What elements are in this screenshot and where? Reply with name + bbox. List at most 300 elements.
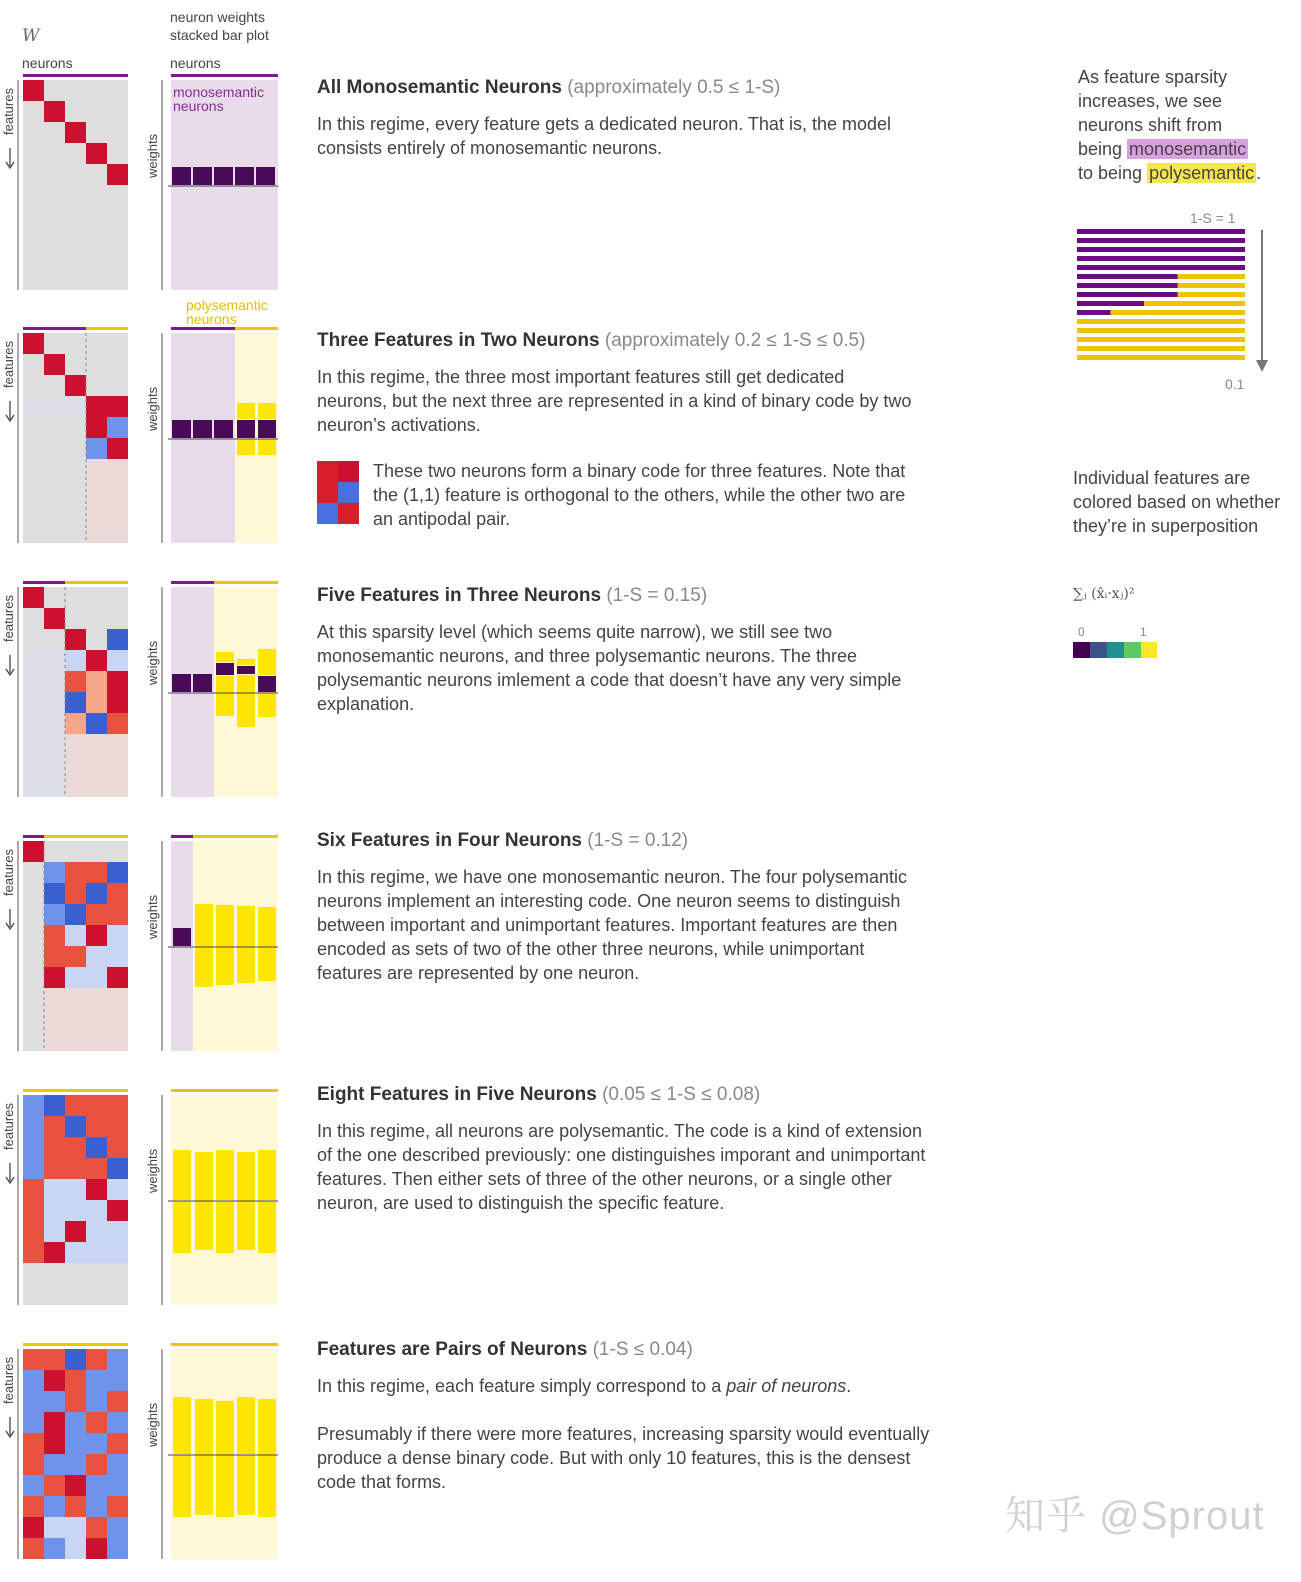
matrix-cell (23, 1433, 44, 1454)
matrix-cell (44, 1391, 65, 1412)
neuron-type-bar (23, 835, 44, 838)
matrix-cell (107, 1116, 128, 1137)
weight-bar (258, 1399, 276, 1456)
matrix-cell (107, 1496, 128, 1517)
formula: ∑ⱼ (x̂ᵢ·xⱼ)² (1073, 586, 1135, 602)
regime-6 (317, 1339, 937, 1494)
neuron-type-bar (171, 581, 214, 584)
matrix-cell (65, 946, 86, 967)
matrix-cell (86, 671, 107, 692)
matrix-cell (86, 1538, 107, 1559)
matrix-cell (44, 967, 65, 988)
regime-2-note: These two neurons form a binary code for three features. Note that the (1,1) feature is orthogonal to the others, while the other two are an antipodal pair. (373, 461, 906, 529)
matrix-cell (86, 1137, 107, 1158)
matrix-cell (65, 1200, 86, 1221)
weights-axis-label: weights (145, 386, 160, 431)
matrix-cell (65, 1137, 86, 1158)
matrix-cell (107, 1179, 128, 1200)
matrix-cell (86, 396, 107, 417)
matrix-cell (65, 629, 86, 650)
matrix-cell (65, 1496, 86, 1517)
weight-bar (195, 1201, 213, 1250)
weights-axis-label: weights (145, 133, 160, 178)
matrix-cell (107, 1517, 128, 1538)
matrix-cell (65, 713, 86, 734)
regime-5 (317, 1084, 932, 1215)
matrix-cell (44, 946, 65, 967)
matrix-cell (44, 1349, 65, 1370)
regime-2-title: Three Features in Two Neurons (approximately 0.2 ≤ 1-S ≤ 0.5) (317, 330, 866, 351)
matrix-cell (107, 1412, 128, 1433)
matrix-cell (107, 671, 128, 692)
matrix-cell (44, 883, 65, 904)
features-axis-label: features (1, 1357, 16, 1404)
weights-axis-label: weights (145, 1148, 160, 1193)
poly-highlight: polysemantic (1149, 163, 1255, 183)
matrix-cell (65, 650, 86, 671)
matrix-cell (65, 1095, 86, 1116)
scale-min: 0 (1078, 625, 1085, 639)
matrix-cell (23, 1095, 44, 1116)
sparsity-bar-mono (1077, 292, 1178, 297)
matrix-cell (23, 841, 44, 862)
weight-bar (258, 649, 276, 675)
stacked-title-2: stacked bar plot (170, 27, 269, 43)
matrix-cell (23, 1370, 44, 1391)
weight-bar (258, 676, 276, 692)
weight-bar (235, 167, 254, 185)
matrix-cell (65, 883, 86, 904)
matrix-cell (44, 862, 65, 883)
sparsity-bar-poly (1077, 355, 1245, 360)
weight-bar (216, 1401, 234, 1458)
matrix-cell (107, 1349, 128, 1370)
regime-3 (317, 585, 927, 716)
weight-bar (216, 1150, 234, 1200)
regime-5-title: Eight Features in Five Neurons (0.05 ≤ 1-S ≤ 0.08) (317, 1084, 761, 1105)
neurons-label: neurons (22, 55, 73, 71)
regime-6-text: In this regime, each feature simply correspond to a pair of neurons. (317, 1376, 852, 1396)
w-matrix-label: W (22, 26, 40, 46)
regime-1 (317, 77, 937, 160)
matrix-cell (23, 1412, 44, 1433)
matrix-cell (65, 396, 86, 417)
weight-bar (214, 420, 233, 438)
weight-bar (256, 167, 275, 185)
matrix-cell (107, 967, 128, 988)
sparsity-bar-mono (1077, 229, 1245, 234)
weight-bar (216, 1201, 234, 1253)
matrix-cell (23, 1221, 44, 1242)
neuron-type-bar (23, 1089, 128, 1092)
binary-code-icon (317, 461, 359, 524)
sparsity-bar-mono (1077, 310, 1111, 315)
matrix-cell (86, 1370, 107, 1391)
regime-3-text: At this sparsity level (which seems quite narrow), we still see two monosemantic neurons, and three polysemantic neurons. The three polysemantic neurons imlement a code that doesn’t have any very simple explanation. (317, 622, 902, 714)
matrix-cell (107, 1433, 128, 1454)
matrix-cell (86, 1391, 107, 1412)
matrix-cell (23, 80, 44, 101)
matrix-cell (23, 1116, 44, 1137)
sparsity-bar-mono (1077, 238, 1245, 243)
matrix-cell (65, 1349, 86, 1370)
matrix-cell (86, 143, 107, 164)
weight-bar (173, 1455, 191, 1517)
matrix-cell (65, 1433, 86, 1454)
neuron-type-bar (193, 835, 278, 838)
matrix-cell (86, 1454, 107, 1475)
matrix-cell (65, 1454, 86, 1475)
matrix-cell (107, 1137, 128, 1158)
matrix-cell (86, 904, 107, 925)
matrix-cell (44, 1370, 65, 1391)
matrix-cell (44, 1158, 65, 1179)
matrix-cell (44, 396, 65, 417)
sparsity-bar-poly (1111, 310, 1245, 315)
regime-6-text-2: Presumably if there were more features, increasing sparsity would eventually produce a dense binary code. But with only 10 features, this is the densest code that forms. (317, 1424, 930, 1492)
regime-2-text: In this regime, the three most important features still get dedicated neurons, but the next three are represented in a kind of binary code by two neuron’s activations. (317, 367, 912, 435)
regime-2 (317, 330, 917, 437)
matrix-tint (86, 459, 128, 543)
weight-bar (258, 1150, 276, 1200)
matrix-cell (65, 1370, 86, 1391)
matrix-cell (44, 1412, 65, 1433)
matrix-cell (107, 904, 128, 925)
matrix-cell (23, 1137, 44, 1158)
features-axis-label: features (1, 1103, 16, 1150)
matrix-cell (44, 101, 65, 122)
weight-bar (195, 904, 213, 947)
weights-axis-label: weights (145, 1402, 160, 1447)
neuron-type-bar (23, 327, 86, 330)
matrix-cell (44, 1200, 65, 1221)
weight-bar (172, 167, 191, 185)
sparsity-bar-poly (1178, 292, 1245, 297)
polysemantic-label: polysemantic (186, 297, 268, 313)
weight-bar (216, 676, 234, 716)
panels-svg (0, 0, 300, 1582)
matrix-cell (107, 1391, 128, 1412)
matrix-cell (86, 438, 107, 459)
matrix-cell (107, 862, 128, 883)
matrix-cell (86, 883, 107, 904)
matrix-cell (44, 1517, 65, 1538)
matrix-cell (65, 375, 86, 396)
legend-text: Individual features are colored based on whether they’re in superposition (1073, 468, 1281, 536)
weight-bar (193, 674, 212, 692)
sparsity-bar-poly (1077, 319, 1245, 324)
matrix-tint (65, 734, 128, 797)
matrix-cell (23, 1200, 44, 1221)
weight-bar (195, 1152, 213, 1202)
matrix-cell (107, 946, 128, 967)
regime-5-text: In this regime, all neurons are polysemantic. The code is a kind of extension of the one described previously: one distinguishes imporant and unimportant features. Then either sets of three of the other neurons, or a single other neuron, are used to distinguish the specific feature. (317, 1121, 926, 1213)
matrix-cell (86, 1200, 107, 1221)
matrix-cell (23, 1454, 44, 1475)
sparsity-bar-poly (1144, 301, 1245, 306)
weight-bar (237, 666, 255, 674)
stacked-title-1: neuron weights (170, 9, 265, 25)
matrix-cell (107, 1242, 128, 1263)
weight-bar (237, 439, 255, 455)
weight-bar (237, 420, 255, 438)
matrix-cell (86, 713, 107, 734)
features-axis-label: features (1, 849, 16, 896)
weight-bar (214, 167, 233, 185)
mono-highlight: monosemantic (1129, 139, 1247, 159)
matrix-cell (86, 862, 107, 883)
viridis-scale (1073, 642, 1157, 658)
matrix-cell (23, 1517, 44, 1538)
sparsity-bar-poly (1178, 274, 1245, 279)
matrix-cell (86, 1158, 107, 1179)
matrix-cell (44, 1538, 65, 1559)
matrix-cell (65, 1221, 86, 1242)
matrix-cell (65, 1412, 86, 1433)
weight-bar (172, 420, 191, 438)
neuron-type-bar (44, 835, 128, 838)
weight-bar (193, 420, 212, 438)
matrix-cell (86, 1433, 107, 1454)
matrix-cell (86, 1095, 107, 1116)
matrix-cell (23, 1538, 44, 1559)
matrix-cell (86, 1221, 107, 1242)
features-axis-label: features (1, 341, 16, 388)
weight-bar (237, 1455, 255, 1515)
weight-bar (258, 693, 276, 717)
weight-bar (237, 403, 255, 419)
matrix-cell (44, 1095, 65, 1116)
matrix-cell (23, 587, 44, 608)
matrix-cell (23, 1391, 44, 1412)
matrix-cell (86, 1496, 107, 1517)
matrix-cell (23, 1179, 44, 1200)
matrix-cell (107, 1095, 128, 1116)
weight-bar (258, 420, 276, 438)
weight-bar (173, 1150, 191, 1200)
matrix-cell (107, 925, 128, 946)
matrix-cell (23, 1242, 44, 1263)
matrix-cell (65, 1538, 86, 1559)
weight-bar (237, 659, 255, 665)
neuron-type-bar (86, 327, 128, 330)
weight-bar (216, 1455, 234, 1517)
neuron-type-bar (23, 74, 128, 77)
matrix-cell (23, 1349, 44, 1370)
neuron-type-bar (171, 327, 235, 330)
weight-bar (216, 905, 234, 948)
matrix-cell (44, 1137, 65, 1158)
matrix-cell (107, 713, 128, 734)
matrix-cell (44, 1475, 65, 1496)
neuron-type-bar (23, 1343, 128, 1346)
monosemantic-label: monosemantic (173, 84, 265, 100)
matrix-cell (107, 629, 128, 650)
matrix-cell (86, 967, 107, 988)
matrix-cell (23, 333, 44, 354)
weight-bar (193, 167, 212, 185)
weight-bar (216, 652, 234, 662)
matrix-cell (86, 1349, 107, 1370)
sparsity-bar-poly (1077, 346, 1245, 351)
weight-bar (237, 1201, 255, 1250)
weight-bar (258, 403, 276, 419)
matrix-cell (107, 1538, 128, 1559)
regime-1-title: All Monosemantic Neurons (approximately 0.5 ≤ 1-S) (317, 77, 781, 98)
matrix-cell (65, 1179, 86, 1200)
sparsity-bar-poly (1077, 328, 1245, 333)
weight-bar (216, 663, 234, 675)
sparsity-top-label: 1-S = 1 (1190, 210, 1236, 226)
neuron-type-bar (171, 835, 193, 838)
matrix-cell (107, 1475, 128, 1496)
weight-bar (237, 675, 255, 727)
watermark: 知乎 @Sprout (1005, 1494, 1265, 1538)
neuron-type-bar (65, 581, 128, 584)
matrix-cell (107, 417, 128, 438)
sparsity-bar-mono (1077, 247, 1245, 252)
matrix-cell (44, 925, 65, 946)
sparsity-bar-mono (1077, 283, 1178, 288)
regime-4-title: Six Features in Four Neurons (1-S = 0.12) (317, 830, 689, 851)
matrix-cell (107, 396, 128, 417)
weight-bar (258, 1455, 276, 1517)
side-intro: As feature sparsity increases, we see neurons shift from being monosemantic to being polysemantic . (1078, 67, 1262, 183)
matrix-cell (86, 650, 107, 671)
scale-max: 1 (1140, 625, 1147, 639)
matrix-cell (107, 1454, 128, 1475)
features-axis-label: features (1, 88, 16, 135)
sparsity-bottom-label: 0.1 (1225, 376, 1245, 392)
neuron-type-bar (214, 581, 278, 584)
weight-bar (172, 674, 191, 692)
sparsity-bar-mono (1077, 265, 1245, 270)
sparsity-bar-mono (1077, 256, 1245, 261)
regime-1-text: In this regime, every feature gets a dedicated neuron. That is, the model consists entirely of monosemantic neurons. (317, 114, 891, 158)
regime-3-title: Five Features in Three Neurons (1-S = 0.15) (317, 585, 708, 606)
matrix-cell (107, 1200, 128, 1221)
matrix-cell (44, 1454, 65, 1475)
matrix-cell (44, 1179, 65, 1200)
matrix-cell (65, 862, 86, 883)
matrix-cell (107, 650, 128, 671)
matrix-cell (107, 164, 128, 185)
matrix-cell (44, 1496, 65, 1517)
weight-bar (195, 1399, 213, 1456)
weight-bar (195, 1455, 213, 1515)
matrix-cell (86, 692, 107, 713)
sparsity-bar-mono (1077, 301, 1144, 306)
matrix-cell (86, 1475, 107, 1496)
matrix-cell (65, 1391, 86, 1412)
matrix-cell (107, 883, 128, 904)
matrix-cell (23, 396, 44, 417)
sparsity-bar-mono (1077, 274, 1178, 279)
matrix-cell (107, 692, 128, 713)
matrix-cell (86, 925, 107, 946)
matrix-cell (86, 1412, 107, 1433)
matrix-cell (107, 1158, 128, 1179)
matrix-cell (65, 122, 86, 143)
matrix-cell (65, 671, 86, 692)
sparsity-arrow-head (1256, 360, 1268, 372)
monosemantic-label-2: neurons (173, 98, 224, 114)
matrix-cell (65, 1517, 86, 1538)
matrix-cell (65, 904, 86, 925)
neurons-label-2: neurons (170, 55, 221, 71)
matrix-cell (65, 967, 86, 988)
matrix-tint (44, 988, 128, 1051)
neuron-type-bar (235, 327, 278, 330)
weight-bar (258, 1201, 276, 1253)
matrix-cell (86, 1116, 107, 1137)
sparsity-bar-poly (1077, 337, 1245, 342)
weight-bar (237, 947, 255, 983)
matrix-cell (65, 1158, 86, 1179)
neuron-type-bar (171, 74, 278, 77)
regime-6-title: Features are Pairs of Neurons (1-S ≤ 0.04) (317, 1339, 693, 1360)
sparsity-bars (1076, 228, 1276, 378)
matrix-cell (23, 1475, 44, 1496)
features-axis-label: features (1, 595, 16, 642)
matrix-cell (65, 692, 86, 713)
weight-bar (237, 1397, 255, 1454)
matrix-cell (23, 1158, 44, 1179)
matrix-tint (23, 650, 65, 797)
matrix-cell (86, 1517, 107, 1538)
matrix-cell (44, 1433, 65, 1454)
regime-4-text: In this regime, we have one monosemantic neuron. The four polysemantic neurons implement an interesting code. One neuron seems to distinguish between important and unimportant features. Important features are then encoded as sets of two of the other three neurons, while unimportant features are represented by one neuron. (317, 867, 907, 983)
matrix-cell (107, 1370, 128, 1391)
matrix-cell (86, 1179, 107, 1200)
matrix-cell (44, 608, 65, 629)
matrix-cell (65, 1116, 86, 1137)
neuron-type-bar (23, 581, 65, 584)
weight-bar (258, 439, 276, 455)
matrix-cell (86, 1242, 107, 1263)
neuron-type-bar (171, 1343, 278, 1346)
polysemantic-label-2: neurons (186, 311, 237, 327)
matrix-cell (44, 1116, 65, 1137)
weight-bar (216, 947, 234, 985)
matrix-cell (44, 1242, 65, 1263)
sparsity-bar-poly (1178, 283, 1245, 288)
matrix-cell (86, 417, 107, 438)
matrix-cell (44, 904, 65, 925)
matrix-cell (65, 925, 86, 946)
weight-bar (237, 906, 255, 949)
weight-bar (173, 928, 191, 946)
matrix-cell (65, 1475, 86, 1496)
matrix-cell (23, 1496, 44, 1517)
regime-4 (317, 830, 927, 985)
weight-bar (173, 1397, 191, 1454)
weight-bar (258, 907, 276, 950)
weights-axis-label: weights (145, 640, 160, 685)
matrix-cell (86, 946, 107, 967)
neuron-type-bar (171, 1089, 278, 1092)
matrix-cell (107, 1221, 128, 1242)
weight-bar (258, 947, 276, 981)
matrix-cell (44, 1221, 65, 1242)
matrix-cell (44, 354, 65, 375)
weight-bar (173, 1201, 191, 1253)
weight-bar (195, 947, 213, 987)
weights-axis-label: weights (145, 894, 160, 939)
weight-bar (237, 1152, 255, 1202)
matrix-cell (107, 438, 128, 459)
matrix-cell (65, 1242, 86, 1263)
